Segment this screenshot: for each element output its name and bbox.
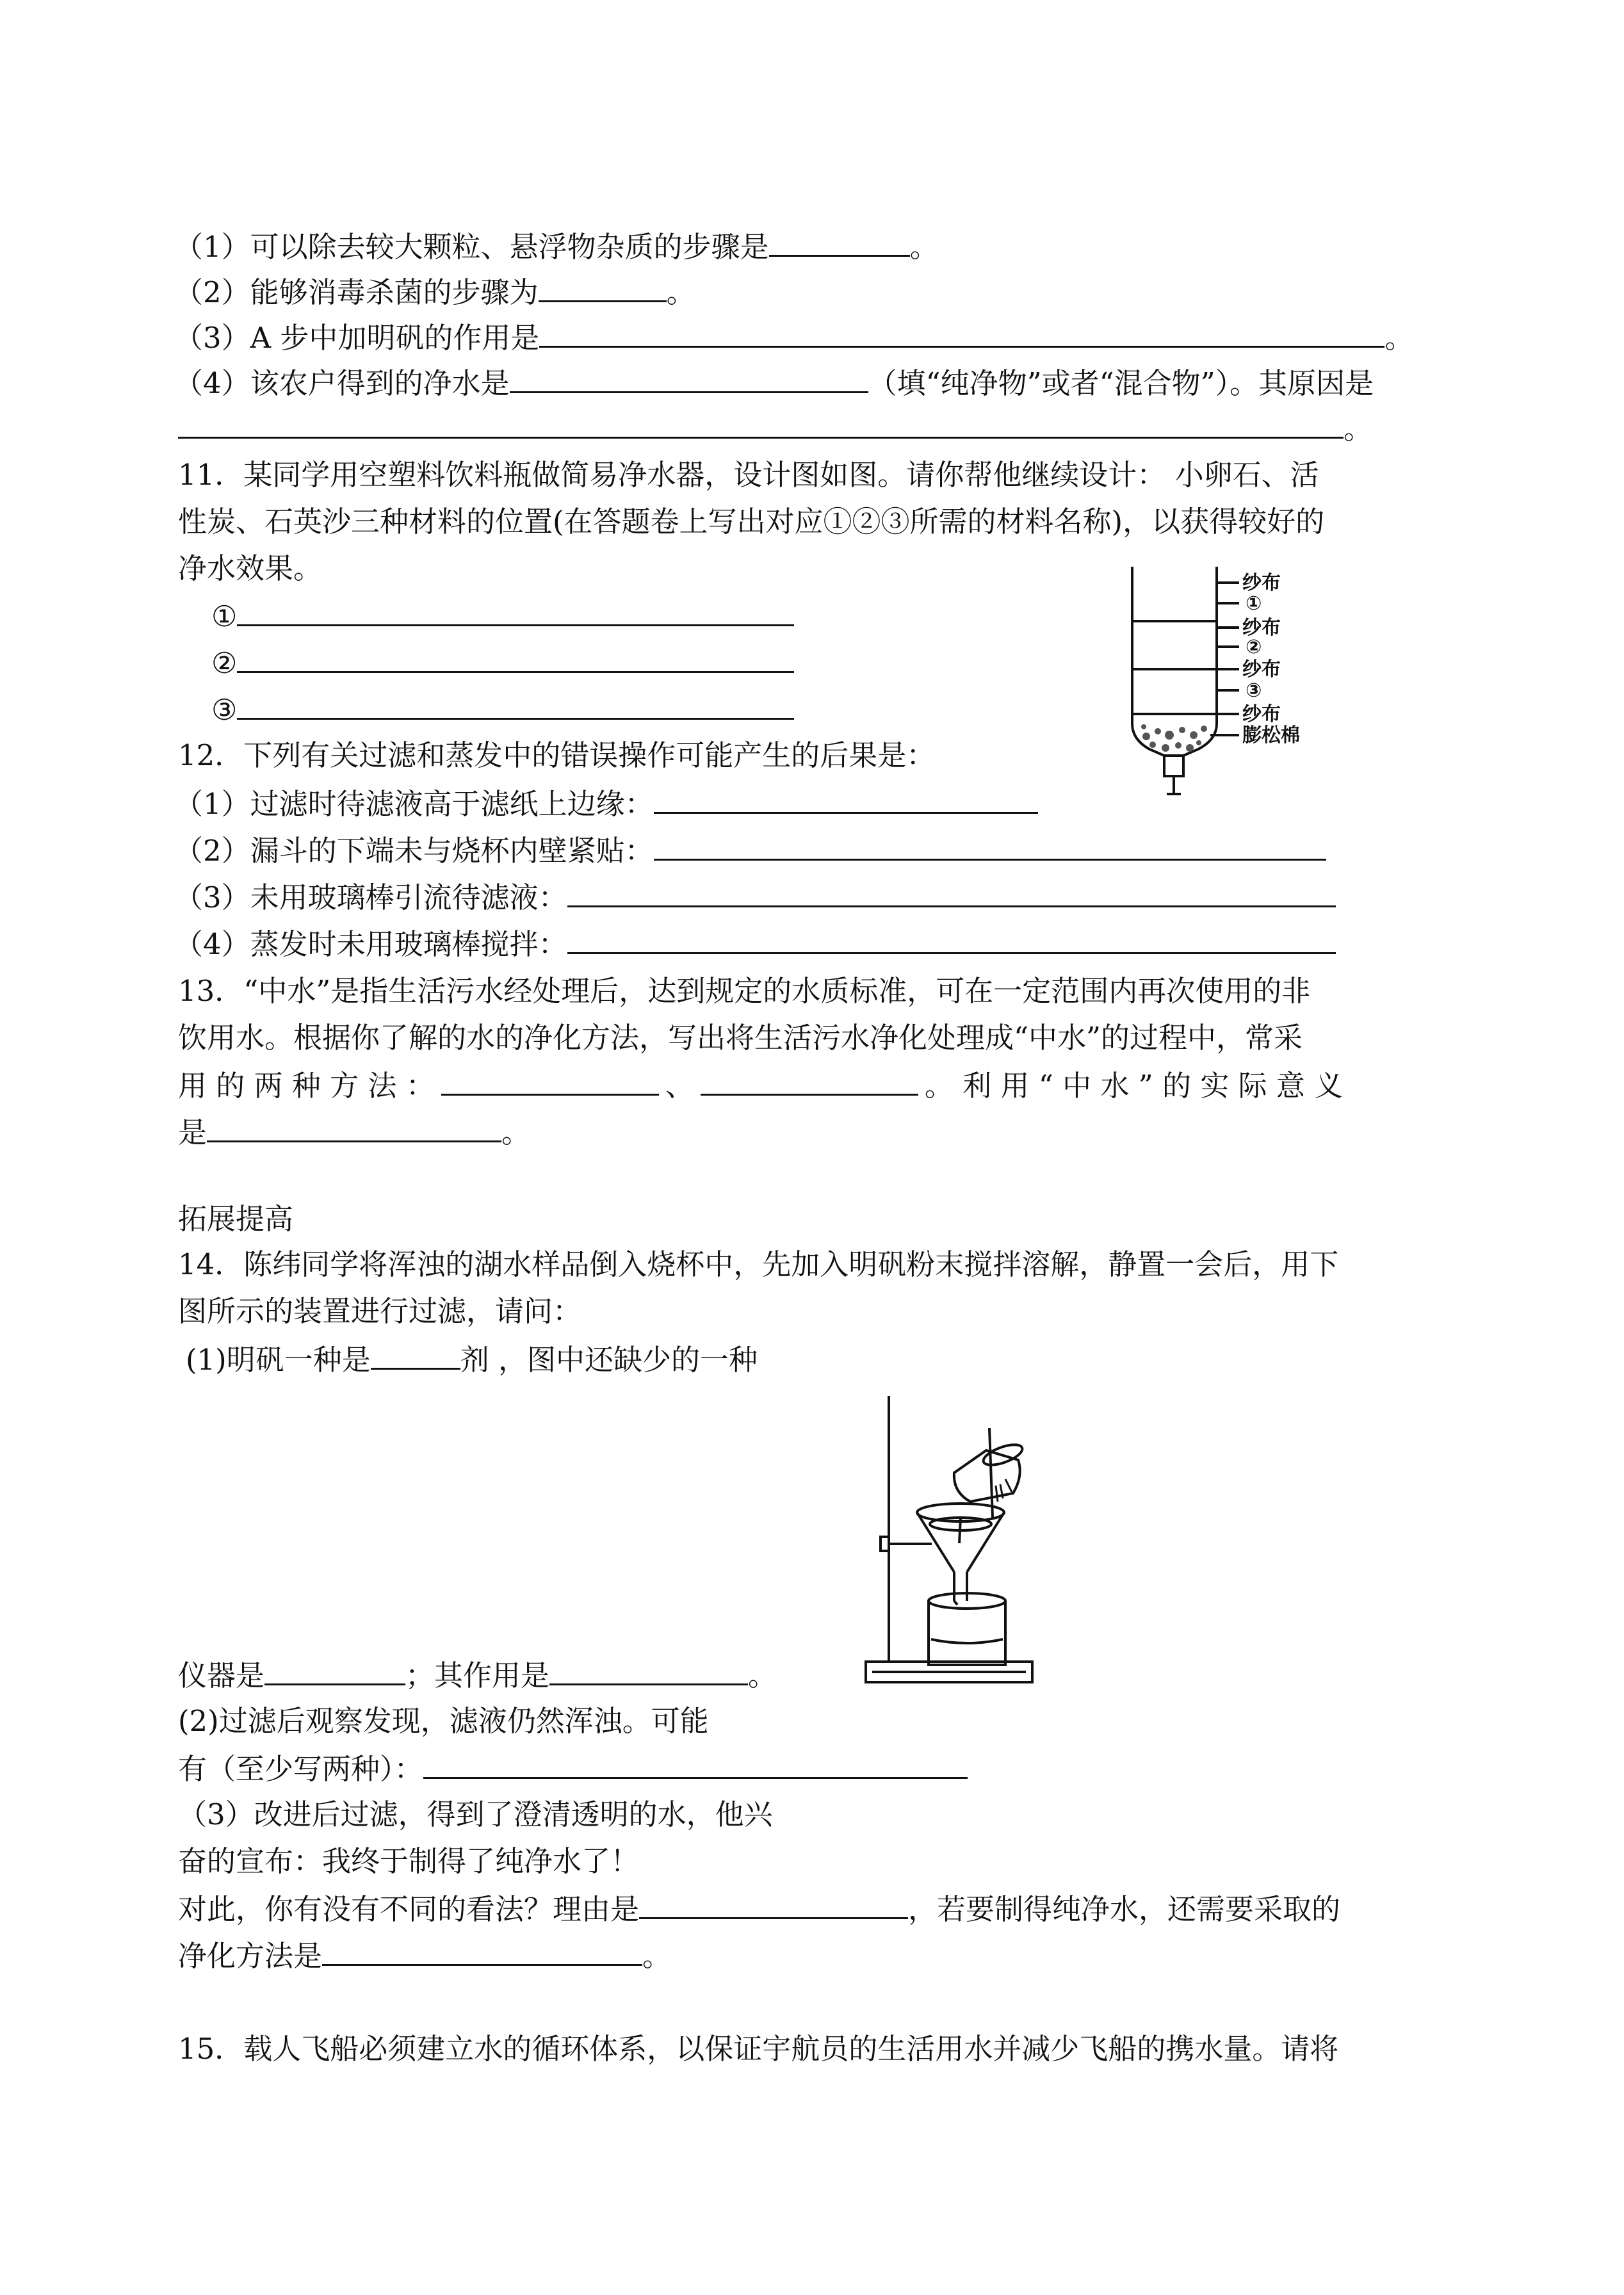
figure-label-gauze: 纱布: [1242, 617, 1281, 639]
answer-blank[interactable]: [539, 318, 1384, 348]
q13-line-4: 是 。: [178, 1112, 530, 1152]
q11-line-1: 11．某同学用空塑料饮料瓶做简易净水器，设计图如图。请你帮他继续设计： 小卵石、活: [178, 458, 1319, 492]
q11-item-2: ②: [211, 643, 794, 683]
q10-step-4: （4）该农户得到的净水是 （填“纯净物”或者“混合物”）。其原因是: [174, 363, 1374, 403]
q13-line-3: 用 的 两 种 方 法 ： 、 。 利 用 “ 中 水 ” 的 实 际 意 义: [178, 1066, 1343, 1105]
answer-blank[interactable]: [237, 690, 794, 720]
answer-blank[interactable]: [567, 877, 1336, 907]
q12-stem: 12．下列有关过滤和蒸发中的错误操作可能产生的后果是：: [178, 738, 936, 772]
answer-blank[interactable]: [567, 924, 1336, 954]
answer-blank[interactable]: [654, 784, 1038, 814]
figure-label-1: ①: [1246, 592, 1262, 615]
q14-line-2: 图所示的装置进行过滤，请问：: [178, 1294, 582, 1328]
q12-item-1: （1）过滤时待滤液高于滤纸上边缘：: [174, 784, 1038, 823]
figure-label-3: ③: [1246, 679, 1262, 702]
q10-step-2: （2）能够消毒杀菌的步骤为 。: [174, 272, 695, 312]
answer-blank[interactable]: [322, 1936, 642, 1966]
q14-line-1: 14．陈纬同学将浑浊的湖水样品倒入烧杯中，先加入明矾粉末搅拌溶解，静置一会后，用下: [178, 1247, 1339, 1281]
q13-line-1: 13．“中水”是指生活污水经处理后，达到规定的水质标准，可在一定范围内再次使用的非: [178, 974, 1311, 1008]
answer-blank[interactable]: [701, 1066, 918, 1096]
q12-item-4: （4）蒸发时未用玻璃棒搅拌：: [174, 924, 1336, 964]
answer-blank[interactable]: [654, 831, 1326, 861]
answer-blank[interactable]: [371, 1340, 460, 1370]
q15-line-1: 15．载人飞船必须建立水的循环体系，以保证宇航员的生活用水并减少飞船的携水量。请将: [178, 2032, 1339, 2066]
q14-part-3-line-2: 奋的宣布：我终于制得了纯净水了！: [178, 1844, 640, 1878]
answer-blank[interactable]: [178, 409, 1344, 439]
q11-line-3: 净水效果。: [178, 551, 323, 585]
q10-step-3: （3）A 步中加明矾的作用是 。: [174, 318, 1413, 357]
answer-blank[interactable]: [769, 227, 910, 257]
q10-step-1: （1）可以除去较大颗粒、悬浮物杂质的步骤是 。: [174, 227, 939, 266]
q14-part-3: （3）改进后过滤，得到了澄清透明的水，他兴: [178, 1797, 773, 1831]
figure-label-2: ②: [1246, 636, 1262, 658]
answer-blank[interactable]: [207, 1112, 501, 1142]
answer-blank[interactable]: [264, 1655, 405, 1685]
section-heading: 拓展提高: [178, 1202, 294, 1236]
q11-line-2: 性炭、石英沙三种材料的位置(在答题卷上写出对应①②③所需的材料名称)，以获得较好的: [178, 505, 1325, 539]
q12-item-2: （2）漏斗的下端未与烧杯内壁紧贴：: [174, 831, 1326, 870]
answer-blank[interactable]: [237, 643, 794, 673]
q10-step-4-reason: 。: [178, 409, 1372, 448]
water-filter-figure: [1127, 564, 1338, 807]
q13-line-2: 饮用水。根据你了解的水的净化方法，写出将生活污水净化处理成“中水”的过程中，常采: [178, 1021, 1303, 1055]
q12-item-3: （3）未用玻璃棒引流待滤液：: [174, 877, 1336, 917]
figure-label-gauze: 纱布: [1242, 703, 1281, 726]
figure-label-gauze: 纱布: [1242, 658, 1281, 681]
q14-part-3-line-4: 净化方法是 。: [178, 1936, 671, 1975]
q14-part-1-continued: 仪器是 ；其作用是 。: [178, 1655, 777, 1695]
filtration-apparatus-figure: [858, 1390, 1089, 1697]
answer-blank[interactable]: [441, 1066, 659, 1096]
q11-item-1: ①: [211, 596, 794, 636]
answer-blank[interactable]: [549, 1655, 748, 1685]
figure-label-gauze: 纱布: [1242, 572, 1281, 594]
answer-blank[interactable]: [237, 596, 794, 626]
answer-blank[interactable]: [510, 363, 868, 393]
answer-blank[interactable]: [539, 272, 667, 302]
q14-part-2: (2)过滤后观察发现，滤液仍然浑浊。可能: [178, 1704, 709, 1738]
figure-label-cotton: 膨松棉: [1242, 724, 1300, 747]
answer-blank[interactable]: [639, 1889, 908, 1919]
q14-part-1: (1)明矾一种是 剂 ，图中还缺少的一种: [186, 1340, 758, 1379]
answer-blank[interactable]: [423, 1749, 968, 1779]
q11-item-3: ③: [211, 690, 794, 729]
q14-part-2-answer: 有（至少写两种）：: [178, 1749, 968, 1788]
q14-part-3-line-3: 对此，你有没有不同的看法？理由是 ，若要制得纯净水，还需要采取的: [178, 1889, 1340, 1929]
